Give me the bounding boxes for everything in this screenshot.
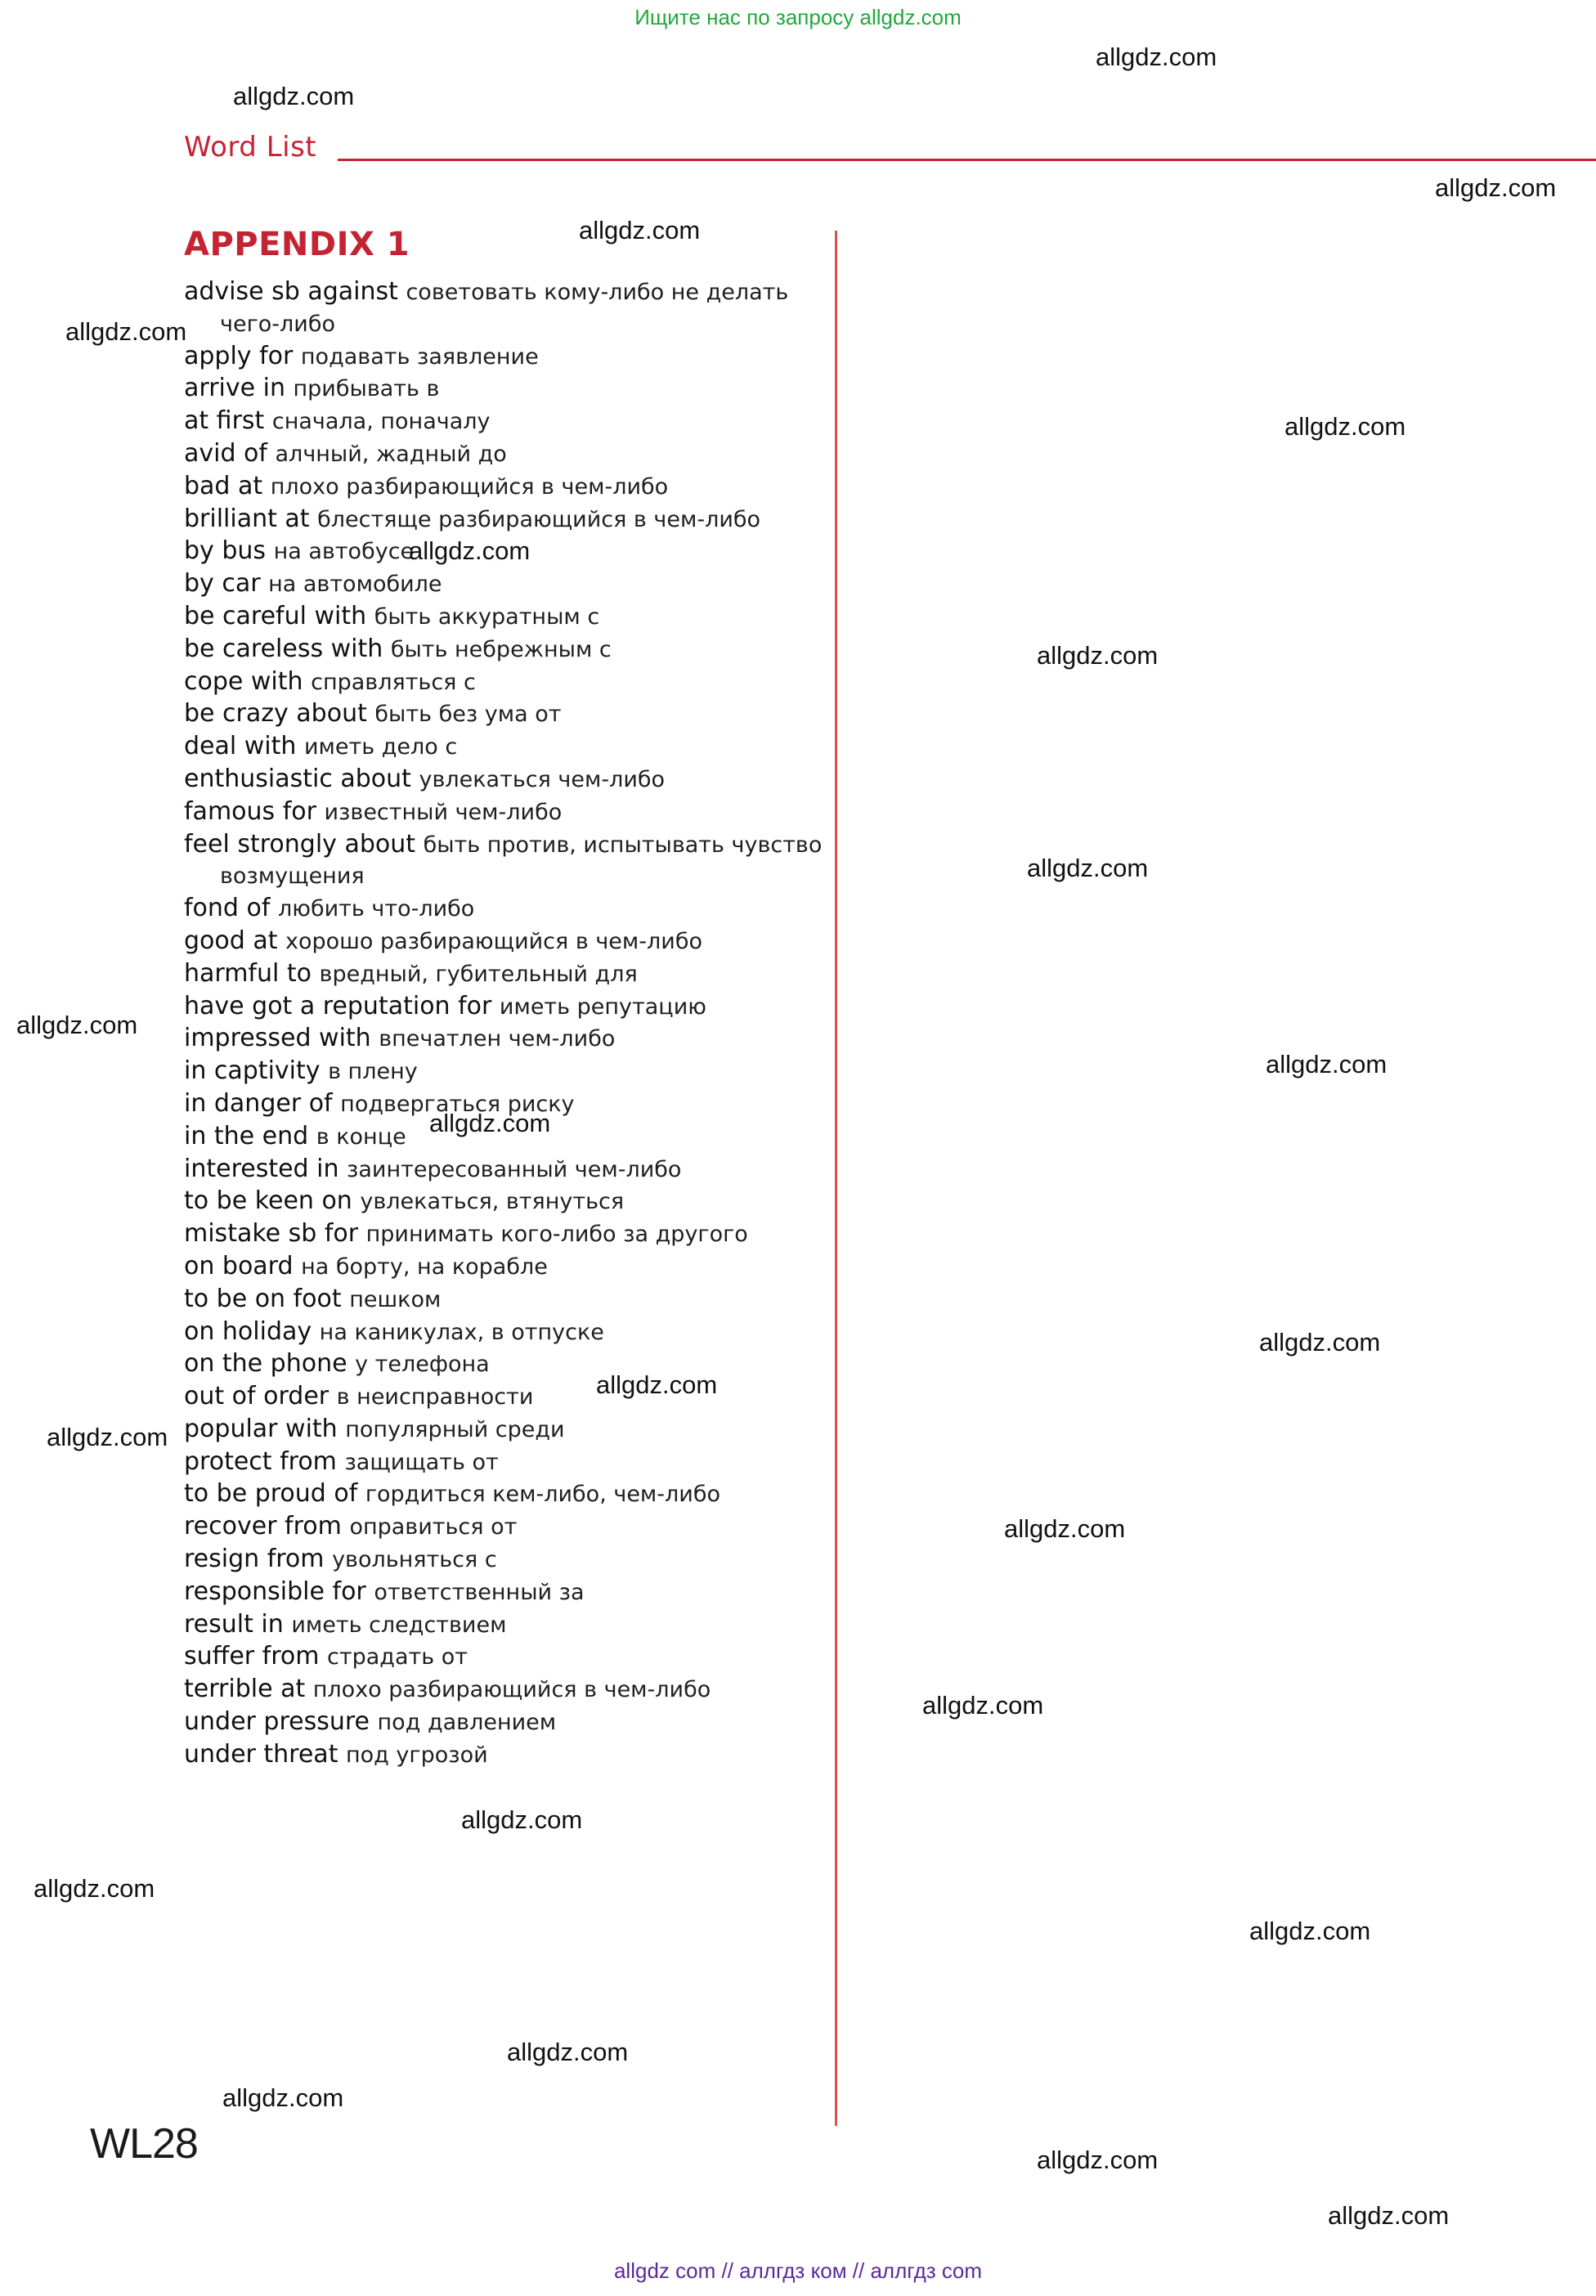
entry-translation: в неисправности xyxy=(336,1384,534,1410)
word-entry xyxy=(184,1544,822,1576)
word-entry xyxy=(184,1706,822,1739)
entry-translation: под давлением xyxy=(377,1710,557,1736)
entry-english: in danger of xyxy=(184,1088,333,1118)
entry-english: mistake sb for xyxy=(184,1219,359,1249)
entry-english: in the end xyxy=(184,1121,309,1150)
word-entry xyxy=(184,471,822,504)
entry-translation: в конце xyxy=(316,1123,406,1150)
entry-english: result in xyxy=(184,1609,284,1639)
word-entry xyxy=(184,958,822,991)
entry-translation: советовать кому-либо не делать xyxy=(406,280,789,305)
entry-translation: на автобусе xyxy=(273,539,415,565)
watermark: allgdz.com xyxy=(34,1874,155,1903)
entry-translation: защищать от xyxy=(344,1449,499,1475)
entry-translation: хорошо разбирающийся в чем-либо xyxy=(285,928,702,954)
word-entry xyxy=(184,1414,822,1446)
watermark: allgdz.com xyxy=(1266,1050,1388,1078)
entry-translation: под угрозой xyxy=(346,1742,488,1768)
entry-english: by car xyxy=(184,569,261,599)
entry-english: terrible at xyxy=(184,1675,306,1704)
word-entry xyxy=(184,406,822,438)
word-entry xyxy=(184,926,822,958)
entry-translation: на борту, на корабле xyxy=(301,1253,548,1280)
entry-english: on the phone xyxy=(184,1349,347,1379)
word-list xyxy=(184,276,822,1772)
entry-translation: плохо разбирающийся в чем-либо xyxy=(312,1677,711,1703)
entry-english: protect from xyxy=(184,1446,337,1476)
entry-english: be careless with xyxy=(184,634,383,663)
entry-english: recover from xyxy=(184,1512,342,1541)
watermark: allgdz.com xyxy=(1328,2201,1450,2230)
entry-translation: быть без ума от xyxy=(374,702,562,728)
word-entry xyxy=(184,634,822,666)
entry-translation: подавать заявление xyxy=(300,343,539,370)
entry-translation: оправиться от xyxy=(349,1514,518,1540)
entry-translation-continued: возмущения xyxy=(220,863,365,890)
entry-english: under pressure xyxy=(184,1707,370,1737)
entry-english: enthusiastic about xyxy=(184,764,411,793)
entry-translation: вредный, губительный для xyxy=(319,961,638,987)
entry-english: out of order xyxy=(184,1382,330,1411)
entry-english: resign from xyxy=(184,1545,325,1574)
appendix-title: APPENDIX 1 xyxy=(184,226,410,263)
word-entry xyxy=(184,731,822,764)
entry-english: harmful to xyxy=(184,958,312,988)
word-entry xyxy=(184,601,822,634)
word-entry xyxy=(184,1251,822,1284)
word-entry xyxy=(184,829,822,894)
entry-translation: увлекаться чем-либо xyxy=(419,766,666,792)
entry-english: popular with xyxy=(184,1414,338,1443)
word-entry xyxy=(184,1056,822,1088)
entry-english: on holiday xyxy=(184,1316,312,1346)
watermark: allgdz.com xyxy=(1027,854,1149,882)
entry-english: avid of xyxy=(184,438,267,468)
entry-translation: плохо разбирающийся в чем-либо xyxy=(270,473,669,500)
word-entry xyxy=(184,1218,822,1251)
entry-translation: подвергаться риску xyxy=(340,1091,575,1117)
entry-english: under threat xyxy=(184,1739,338,1769)
heading-rule xyxy=(338,159,1596,161)
word-entry xyxy=(184,1154,822,1186)
entry-translation: иметь следствием xyxy=(291,1612,507,1638)
watermark: allgdz.com xyxy=(1259,1328,1381,1357)
entry-english: advise sb against xyxy=(184,277,398,306)
entry-english: interested in xyxy=(184,1154,339,1183)
word-entry xyxy=(184,1284,822,1316)
entry-translation: страдать от xyxy=(327,1644,468,1670)
entry-translation: ответственный за xyxy=(374,1579,585,1605)
word-entry xyxy=(184,1674,822,1706)
entry-translation: популярный среди xyxy=(345,1416,565,1442)
entry-translation: справляться с xyxy=(311,669,476,695)
entry-english: bad at xyxy=(184,471,263,500)
word-entry xyxy=(184,1381,822,1414)
entry-translation-continued: чего-либо xyxy=(220,311,335,337)
entry-translation: блестяще разбирающийся в чем-либо xyxy=(317,506,761,532)
word-entry xyxy=(184,1446,822,1479)
watermark: allgdz.com xyxy=(16,1011,138,1039)
entry-translation: гордиться кем-либо, чем-либо xyxy=(365,1482,721,1508)
entry-translation: иметь репутацию xyxy=(499,993,706,1020)
entry-english: by bus xyxy=(184,536,267,566)
footer-links[interactable]: allgdz com // аллгдз ком // аллгдз com xyxy=(613,2258,983,2283)
entry-english: cope with xyxy=(184,666,303,696)
word-entry xyxy=(184,1348,822,1381)
entry-english: apply for xyxy=(184,341,294,370)
word-entry xyxy=(184,373,822,406)
entry-translation: в плену xyxy=(328,1059,418,1085)
word-entry xyxy=(184,796,822,829)
entry-translation: алчный, жадный до xyxy=(275,441,507,467)
word-entry xyxy=(184,991,822,1024)
section-heading: Word List xyxy=(184,131,317,164)
entry-english: to be proud of xyxy=(184,1479,358,1509)
word-entry xyxy=(184,504,822,536)
entry-english: be crazy about xyxy=(184,699,367,729)
entry-english: at first xyxy=(184,406,265,436)
watermark: allgdz.com xyxy=(409,536,531,565)
column-divider xyxy=(835,231,837,2126)
top-banner[interactable]: Ищите нас по запросу allgdz.com xyxy=(634,5,962,29)
word-entry xyxy=(184,666,822,699)
entry-translation: иметь дело с xyxy=(303,734,458,760)
watermark: allgdz.com xyxy=(461,1805,583,1834)
watermark: allgdz.com xyxy=(507,2038,629,2066)
entry-translation: на автомобиле xyxy=(268,572,442,598)
entry-english: feel strongly about xyxy=(184,829,416,859)
word-entry xyxy=(184,764,822,796)
word-entry xyxy=(184,276,822,341)
watermark: allgdz.com xyxy=(596,1370,718,1399)
watermark: allgdz.com xyxy=(579,216,701,244)
word-entry xyxy=(184,893,822,926)
entry-english: brilliant at xyxy=(184,504,310,533)
entry-english: good at xyxy=(184,926,278,955)
watermark: allgdz.com xyxy=(429,1109,551,1137)
entry-english: responsible for xyxy=(184,1576,366,1606)
watermark: allgdz.com xyxy=(1004,1514,1126,1543)
word-entry xyxy=(184,1641,822,1674)
entry-translation: впечатлен чем-либо xyxy=(379,1026,616,1052)
word-entry xyxy=(184,1609,822,1642)
entry-translation: любить что-либо xyxy=(277,896,475,922)
entry-translation: сначала, поначалу xyxy=(271,409,491,435)
entry-english: famous for xyxy=(184,796,316,826)
entry-translation: у телефона xyxy=(355,1352,490,1378)
entry-translation: быть аккуратным с xyxy=(374,603,600,630)
entry-translation: увольняться с xyxy=(332,1547,497,1573)
entry-english: be careful with xyxy=(184,601,367,630)
entry-english: to be keen on xyxy=(184,1186,352,1216)
entry-translation: быть небрежным с xyxy=(390,636,612,662)
entry-english: have got a reputation for xyxy=(184,991,492,1020)
word-entry xyxy=(184,1316,822,1349)
watermark: allgdz.com xyxy=(47,1423,168,1451)
watermark: allgdz.com xyxy=(922,1691,1044,1720)
entry-english: to be on foot xyxy=(184,1284,342,1313)
watermark: allgdz.com xyxy=(65,317,187,346)
watermark: allgdz.com xyxy=(1249,1917,1371,1945)
word-entry xyxy=(184,1576,822,1609)
entry-translation: известный чем-либо xyxy=(324,799,563,825)
word-entry xyxy=(184,1478,822,1511)
word-entry xyxy=(184,698,822,731)
entry-translation: принимать кого-либо за другого xyxy=(365,1222,748,1248)
word-entry xyxy=(184,1739,822,1772)
entry-english: impressed with xyxy=(184,1024,371,1053)
entry-english: in captivity xyxy=(184,1056,321,1086)
entry-translation: на каникулах, в отпуске xyxy=(319,1319,604,1345)
watermark: allgdz.com xyxy=(1037,2146,1159,2174)
entry-translation: прибывать в xyxy=(293,376,440,402)
watermark: allgdz.com xyxy=(1284,412,1406,441)
word-entry xyxy=(184,1186,822,1218)
word-entry xyxy=(184,438,822,471)
entry-english: suffer from xyxy=(184,1642,320,1671)
word-entry xyxy=(184,1023,822,1056)
watermark: allgdz.com xyxy=(1435,173,1557,202)
entry-english: fond of xyxy=(184,894,271,923)
word-entry xyxy=(184,341,822,374)
watermark: allgdz.com xyxy=(233,82,355,110)
entry-english: arrive in xyxy=(184,374,285,403)
entry-english: deal with xyxy=(184,732,297,761)
word-entry xyxy=(184,568,822,601)
watermark: allgdz.com xyxy=(1096,43,1217,71)
entry-translation: пешком xyxy=(349,1286,442,1312)
watermark: allgdz.com xyxy=(1037,641,1159,670)
watermark: allgdz.com xyxy=(222,2083,344,2112)
entry-translation: заинтересованный чем-либо xyxy=(347,1156,682,1182)
entry-translation: увлекаться, втянуться xyxy=(360,1189,625,1215)
entry-translation: быть против, испытывать чувство xyxy=(423,832,823,858)
page-number: WL28 xyxy=(90,2120,198,2168)
entry-english: on board xyxy=(184,1251,294,1280)
word-entry xyxy=(184,1511,822,1544)
